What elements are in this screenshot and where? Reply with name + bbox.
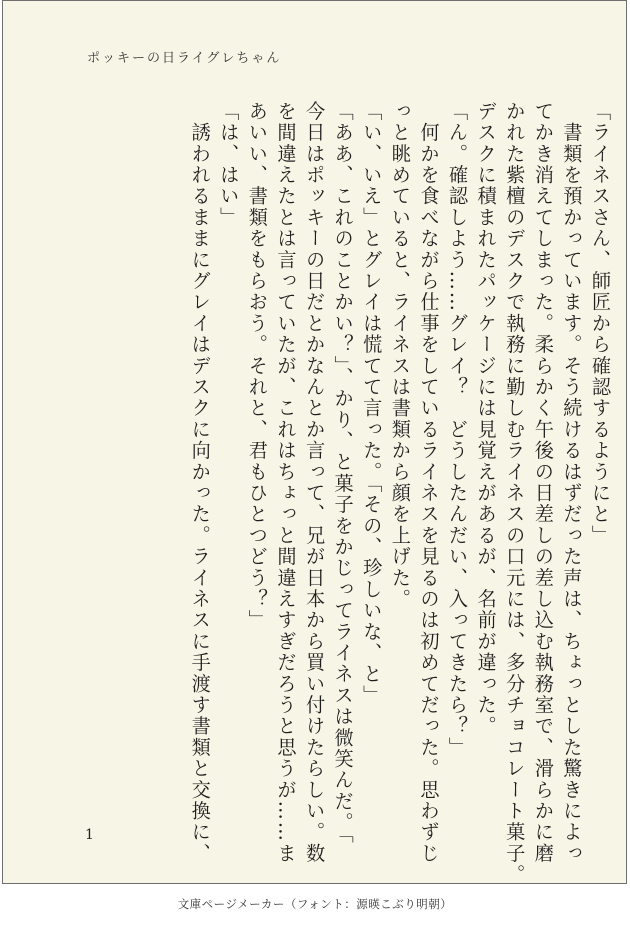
page-number: 1 [85,827,94,843]
text-line: 「ライネスさん、師匠から確認するようにと」 [589,101,612,547]
text-line: てかき消えてしまった。柔らかく午後の日差しの差し込む執務室で、滑らかに磨 [531,101,555,865]
text-line: 「ああ、これのことかい？」、かり、と菓子をかじってライネスは微笑んだ。「 [331,101,355,845]
text-line: 「ん。確認しよう……グレイ？ どうしたんだい、入ってきたら？」 [446,101,470,759]
page-title: ポッキーの日ライグレちゃん [87,51,282,66]
text-line: 「い、いえ」とグレイは慌てて言った。「その、珍しいな、と」 [360,101,384,707]
text-line: 今日はポッキーの日だとかなんとか言って、兄が日本から買い付けたらしい。数 [303,101,327,865]
footer-credit: 文庫ページメーカー（フォント：源暎こぶり明朝） [177,897,453,911]
text-line: デスクに積まれたパッケージには見覚えがあるが、名前が違った。 [474,101,498,737]
text-line: あいい、書類をもらおう。それと、君もひとつどう？」 [245,101,269,631]
text-line: 何かを食べながら仕事をしているライネスを見るのは初めてだった。思わずじ [417,101,441,865]
text-line: 「は、はい」 [217,101,241,229]
text-line: っと眺めていると、ライネスは書類から顔を上げた。 [388,101,412,610]
text-line: かれた紫檀のデスクで執務に勤しむライネスの口元には、多分チョコレート菓子。 [503,101,527,886]
text-line: 誘われるままにグレイはデスクに向かった。ライネスに手渡す書類と交換に、 [188,101,212,865]
book-page [2,0,627,884]
text-line: を間違えたとは言っていたが、これはちょっと間違えすぎだろうと思うが……ま [274,101,298,865]
text-line: 書類を預かっています。そう続けるはずだった声は、ちょっとした驚きによっ [560,101,584,865]
body-text [185,101,614,886]
